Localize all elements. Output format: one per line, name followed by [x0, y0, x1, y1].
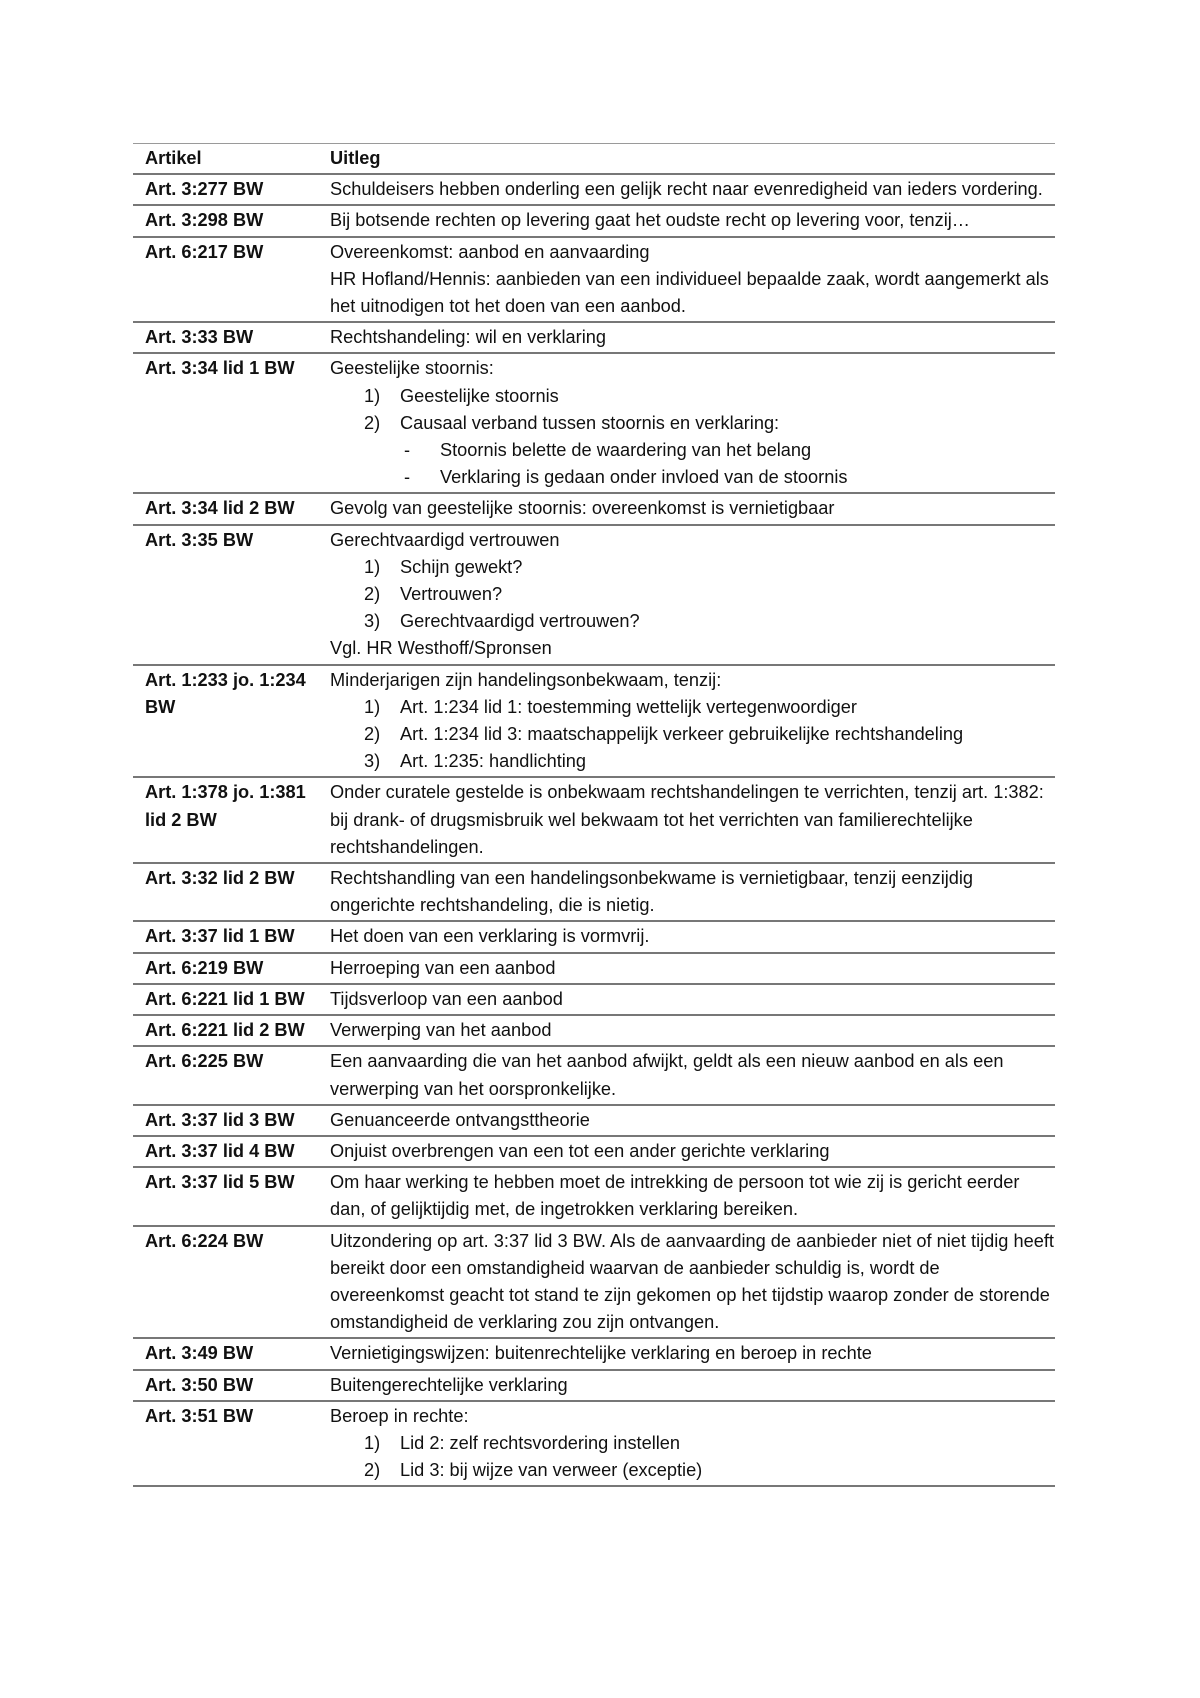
explanation-text: Verwerping van het aanbod — [330, 1020, 552, 1041]
header-uitleg: Uitleg — [330, 148, 381, 168]
explanation-text: Geestelijke stoornis: — [330, 358, 494, 379]
list-item-text: Schijn gewekt? — [400, 556, 523, 577]
article-explanation — [318, 205, 1055, 236]
list-dash: - — [404, 440, 411, 461]
list-number: 2) — [364, 584, 381, 605]
table-row — [133, 174, 1055, 205]
explanation-text: Herroeping van een aanbod — [330, 957, 556, 978]
article-explanation — [318, 353, 1055, 493]
article-reference: Art. 3:33 BW — [145, 327, 254, 348]
dash-list-item — [404, 464, 1055, 491]
list-item-text: Vertrouwen? — [400, 584, 503, 605]
article-reference: Art. 3:50 BW — [145, 1374, 254, 1395]
explanation-text: Vernietigingswijzen: buitenrechtelijke verklaring en beroep in rechte — [330, 1343, 872, 1364]
numbered-list-item — [364, 694, 1055, 721]
article-explanation — [318, 174, 1055, 205]
table-row — [133, 1226, 1055, 1339]
explanation-text: Het doen van een verklaring is vormvrij. — [330, 926, 650, 947]
list-item-text: Art. 1:234 lid 3: maatschappelijk verkeer gebruikelijke rechtshandeling — [400, 724, 964, 745]
explanation-text: Minderjarigen zijn handelingsonbekwaam, tenzij: — [330, 669, 722, 690]
list-number: 1) — [364, 696, 381, 717]
article-explanation — [318, 237, 1055, 323]
explanation-text: Onjuist overbrengen van een tot een ander gerichte verklaring — [330, 1140, 830, 1161]
table-row — [133, 1167, 1055, 1225]
table-header-row — [133, 144, 1055, 175]
numbered-list-item — [364, 581, 1055, 608]
numbered-list-item — [364, 410, 1055, 437]
article-table — [133, 143, 1055, 1487]
list-number: 2) — [364, 1460, 381, 1481]
explanation-text: Gevolg van geestelijke stoornis: overeenkomst is vernietigbaar — [330, 498, 835, 519]
table-row — [133, 1338, 1055, 1369]
article-explanation — [318, 1370, 1055, 1401]
header-artikel: Artikel — [145, 148, 202, 168]
article-reference: Art. 3:37 lid 3 BW — [145, 1109, 295, 1130]
article-explanation — [318, 1046, 1055, 1104]
table-row — [133, 921, 1055, 952]
table-row — [133, 205, 1055, 236]
list-item-text: Lid 3: bij wijze van verweer (exceptie) — [400, 1460, 703, 1481]
numbered-list-item — [364, 721, 1055, 748]
list-number: 3) — [364, 751, 381, 772]
article-explanation — [318, 777, 1055, 863]
table-row — [133, 493, 1055, 524]
article-reference: Art. 6:221 lid 1 BW — [145, 988, 305, 1009]
article-explanation — [318, 1015, 1055, 1046]
list-dash: - — [404, 467, 411, 488]
explanation-text: Beroep in rechte: — [330, 1405, 469, 1426]
list-item-text: Causaal verband tussen stoornis en verklaring: — [400, 412, 780, 433]
article-reference: Art. 3:34 lid 2 BW — [145, 498, 295, 519]
explanation-text: Genuanceerde ontvangsttheorie — [330, 1109, 590, 1130]
article-explanation — [318, 1338, 1055, 1369]
article-explanation — [318, 1136, 1055, 1167]
article-reference: Art. 1:378 jo. 1:381 lid 2 BW — [145, 782, 306, 830]
dash-list — [330, 437, 1055, 491]
table-row — [133, 1370, 1055, 1401]
document-page — [133, 143, 1055, 1487]
numbered-list-item — [364, 608, 1055, 635]
numbered-list — [330, 1430, 1055, 1484]
article-explanation — [318, 921, 1055, 952]
article-reference: Art. 3:49 BW — [145, 1343, 254, 1364]
list-number: 1) — [364, 385, 381, 406]
table-row — [133, 1136, 1055, 1167]
article-reference: Art. 3:37 lid 4 BW — [145, 1140, 295, 1161]
table-row — [133, 353, 1055, 493]
article-reference: Art. 3:35 BW — [145, 529, 254, 550]
explanation-text: Bij botsende rechten op levering gaat het oudste recht op levering voor, tenzij… — [330, 210, 970, 231]
numbered-list-item — [364, 1457, 1055, 1484]
list-item-text: Stoornis belette de waardering van het belang — [440, 440, 812, 461]
list-number: 2) — [364, 412, 381, 433]
table-body — [133, 174, 1055, 1486]
explanation-text: Schuldeisers hebben onderling een gelijk recht naar evenredigheid van ieders vordering. — [330, 179, 1043, 200]
explanation-text: Onder curatele gestelde is onbekwaam rechtshandelingen te verrichten, tenzij art. 1:382: bij drank- of drugsmisbruik wel bekwaam tot het verrichten van familierechtelijke rechtshandelingen. — [330, 782, 1044, 857]
table-row — [133, 322, 1055, 353]
numbered-list — [330, 554, 1055, 636]
list-item-text: Gerechtvaardigd vertrouwen? — [400, 611, 640, 632]
article-reference: Art. 3:37 lid 5 BW — [145, 1172, 295, 1193]
article-explanation — [318, 322, 1055, 353]
list-number: 1) — [364, 1432, 381, 1453]
explanation-text: Uitzondering op art. 3:37 lid 3 BW. Als de aanvaarding de aanbieder niet of niet tijdig heeft bereikt door een omstandigheid waarvan de aanbieder schuldig is, wordt de overeenkomst geacht tot stand te zijn gekomen op het tijdstip waarop zonder de storende omstandigheid de verklaring zou zijn ontvangen. — [330, 1230, 1054, 1333]
article-explanation — [318, 984, 1055, 1015]
list-item-text: Lid 2: zelf rechtsvordering instellen — [400, 1432, 681, 1453]
list-item-text: Art. 1:234 lid 1: toestemming wettelijk vertegenwoordiger — [400, 696, 857, 717]
explanation-text: HR Hofland/Hennis: aanbieden van een individueel bepaalde zaak, wordt aangemerkt als het uitnodigen tot het doen van een aanbod. — [330, 268, 1049, 317]
list-item-text: Verklaring is gedaan onder invloed van de stoornis — [440, 467, 848, 488]
explanation-text: Om haar werking te hebben moet de intrekking de persoon tot wie zij is gericht eerder dan, of gelijktijdig met, de ingetrokken verklaring bereiken. — [330, 1172, 1020, 1220]
table-row — [133, 1046, 1055, 1104]
list-item-text: Art. 1:235: handlichting — [400, 751, 587, 772]
explanation-text: Gerechtvaardigd vertrouwen — [330, 529, 560, 550]
explanation-text: Tijdsverloop van een aanbod — [330, 988, 563, 1009]
article-reference: Art. 6:225 BW — [145, 1051, 264, 1072]
list-number: 2) — [364, 724, 381, 745]
list-number: 1) — [364, 556, 381, 577]
table-row — [133, 984, 1055, 1015]
table-row — [133, 665, 1055, 778]
numbered-list — [330, 694, 1055, 776]
table-row — [133, 777, 1055, 863]
article-reference: Art. 6:221 lid 2 BW — [145, 1020, 305, 1041]
explanation-text: Rechtshandeling: wil en verklaring — [330, 327, 606, 348]
explanation-text: Vgl. HR Westhoff/Spronsen — [330, 638, 552, 659]
article-explanation — [318, 1167, 1055, 1225]
numbered-list — [330, 383, 1055, 437]
explanation-text: Een aanvaarding die van het aanbod afwijkt, geldt als een nieuw aanbod en als een verwerping van het oorspronkelijke. — [330, 1051, 1004, 1099]
article-explanation — [318, 953, 1055, 984]
table-row — [133, 525, 1055, 665]
list-item-text: Geestelijke stoornis — [400, 385, 559, 406]
article-reference: Art. 3:37 lid 1 BW — [145, 926, 295, 947]
article-reference: Art. 3:51 BW — [145, 1405, 254, 1426]
article-explanation — [318, 863, 1055, 921]
article-explanation — [318, 1105, 1055, 1136]
numbered-list-item — [364, 1430, 1055, 1457]
article-explanation — [318, 1226, 1055, 1339]
table-row — [133, 953, 1055, 984]
explanation-text: Rechtshandling van een handelingsonbekwame is vernietigbaar, tenzij eenzijdig ongerichte rechtshandeling, die is nietig. — [330, 868, 974, 916]
dash-list-item — [404, 437, 1055, 464]
numbered-list-item — [364, 748, 1055, 775]
numbered-list-item — [364, 383, 1055, 410]
article-reference: Art. 3:298 BW — [145, 210, 264, 231]
explanation-text: Buitengerechtelijke verklaring — [330, 1374, 568, 1395]
table-row — [133, 1105, 1055, 1136]
numbered-list-item — [364, 554, 1055, 581]
article-reference: Art. 3:32 lid 2 BW — [145, 868, 295, 889]
list-number: 3) — [364, 611, 381, 632]
article-reference: Art. 6:224 BW — [145, 1230, 264, 1251]
table-row — [133, 863, 1055, 921]
article-explanation — [318, 1401, 1055, 1487]
table-row — [133, 237, 1055, 323]
article-explanation — [318, 525, 1055, 665]
article-reference: Art. 3:277 BW — [145, 179, 264, 200]
article-reference: Art. 3:34 lid 1 BW — [145, 358, 295, 379]
article-explanation — [318, 665, 1055, 778]
article-reference: Art. 6:219 BW — [145, 957, 264, 978]
article-reference: Art. 6:217 BW — [145, 241, 264, 262]
table-row — [133, 1401, 1055, 1487]
article-reference: Art. 1:233 jo. 1:234 BW — [145, 669, 306, 717]
article-explanation — [318, 493, 1055, 524]
table-row — [133, 1015, 1055, 1046]
explanation-text: Overeenkomst: aanbod en aanvaarding — [330, 241, 650, 262]
